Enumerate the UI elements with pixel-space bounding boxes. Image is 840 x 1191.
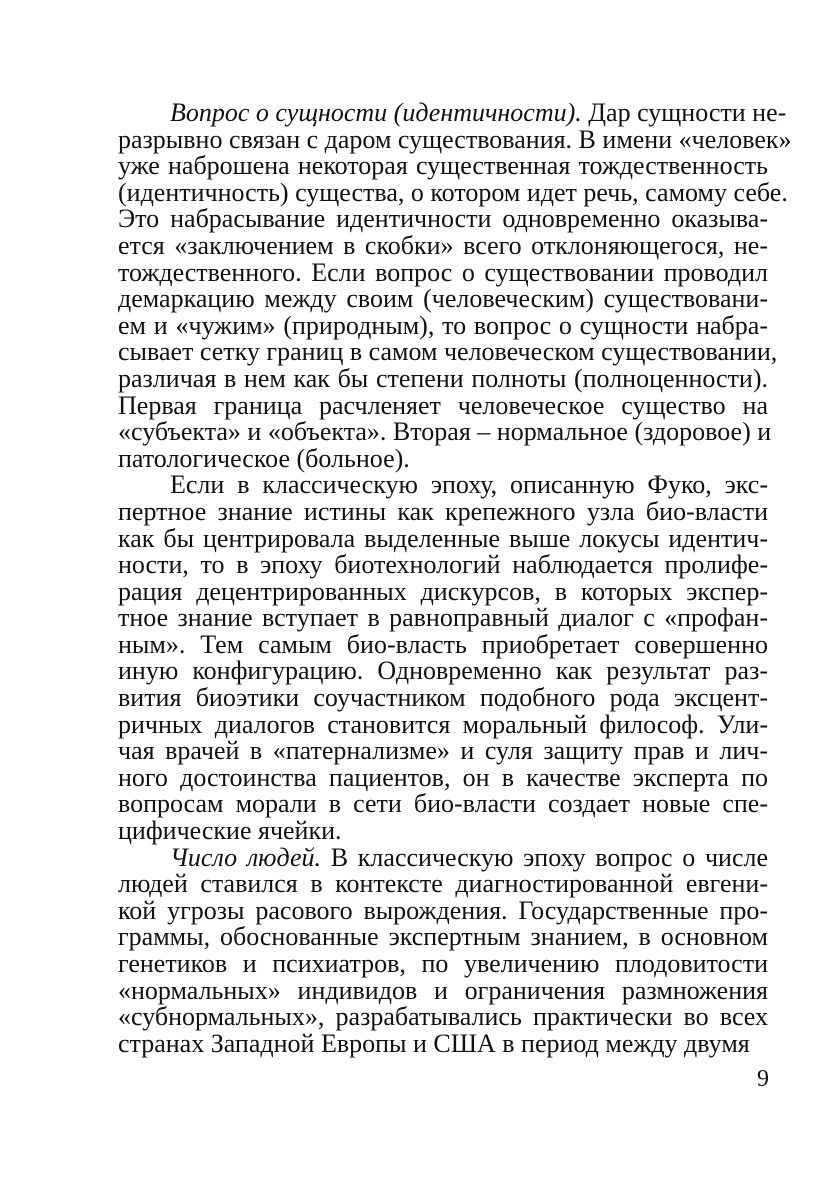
text-line [118,605,768,632]
text-segment: ного достоинства пациентов, он в качестве эксперта по [118,762,768,792]
text-line [118,871,768,898]
text-segment: тождественного. Если вопрос о существовании проводил [118,257,768,287]
text-line [118,975,768,1005]
text-segment: Дар сущности не- [581,98,787,127]
text-segment: граммы, обоснованные экспертным знанием, в основном [118,922,768,952]
text-line [118,230,768,260]
paragraph [118,98,792,473]
text-segment: вопросам морали в сети био-власти создает новые спе- [118,789,768,819]
paragraph [118,472,768,844]
text-line [118,629,768,659]
text-segment: Первая граница расчленяет человеческое существо на [118,390,768,420]
text-line [118,310,768,340]
text-segment: людей ставился в контексте диагностированной евгени- [118,869,768,899]
text-segment: разрывно связан с даром существования. В имени «человек» [118,124,792,154]
text-line [118,1028,768,1058]
text-line [118,363,768,393]
text-segment: «субнормальных», разрабатывались практически во всех [118,1002,768,1032]
text-line [118,124,792,154]
text-line [118,895,768,925]
text-segment: патологическое (больное). [118,443,410,473]
text-segment: рация децентрированных дискурсов, в которых экспер- [118,576,768,606]
text-line [118,709,768,739]
italic-heading: Число людей. [170,842,322,872]
text-line [118,153,768,180]
text-line [118,98,787,127]
text-line [118,1004,768,1031]
text-line [118,924,768,951]
text-line [118,523,768,553]
text-segment: (идентичность) существа, о котором идет речь, самому себе. [118,177,788,207]
text-segment: генетиков и психиатров, по увеличению плодовитости [118,949,768,978]
text-line [118,658,768,685]
text-line [118,177,788,207]
text-line [118,552,768,579]
text-line [118,818,768,845]
text-segment: «субъекта» и «объекта». Вторая – нормальное (здоровое) и [118,417,772,447]
body-text [118,98,792,1058]
text-segment: «нормальных» индивидов и ограничения размножения [118,975,768,1005]
text-segment: тное знание вступает в равноправный диалог с «профан- [118,603,768,633]
text-line [118,206,768,233]
text-line [118,762,768,792]
text-segment: ется «заключением в скобки» всего отклоняющегося, не- [118,230,768,260]
italic-heading: Вопрос о сущности (идентичности). [170,98,582,127]
text-segment: цифические ячейки. [118,816,342,846]
page-number: 9 [757,1066,769,1092]
text-segment: чая врачей в «патернализме» и суля защиту прав и лич- [118,736,768,766]
text-segment: сывает сетку границ в самом человеческом существовании, [118,337,778,367]
text-segment: ным». Тем самым био-власть приобретает совершенно [118,629,768,659]
text-line [118,842,768,872]
text-line [118,685,768,712]
text-segment: ности, то в эпоху биотехнологий наблюдается пролифе- [118,550,768,580]
text-segment: пертное знание истины как крепежного узла био-власти [118,496,768,526]
text-segment: вития биоэтики соучастником подобного рода эксцент- [118,683,768,713]
text-line [118,286,768,313]
text-line [118,496,768,526]
text-line [118,390,768,420]
text-line [118,417,772,447]
text-segment: уже наброшена некоторая существенная тождественность [118,151,768,181]
text-segment: как бы центрировала выделенные выше локусы идентич- [118,523,768,553]
text-segment: демаркацию между своим (человеческим) существовани- [118,284,768,314]
text-segment: ричных диалогов становится моральный философ. Ули- [118,709,768,739]
text-line [118,337,778,367]
text-line [118,738,768,765]
text-line [118,257,768,287]
text-line [118,576,768,606]
text-segment: различая в нем как бы степени полноты (полноценности). [118,363,768,393]
text-segment: кой угрозы расового вырождения. Государственные про- [118,895,768,925]
text-segment: Это набрасывание идентичности одновременно оказыва- [118,204,768,234]
paragraph [118,842,768,1058]
text-segment: В классическую эпоху вопрос о числе [321,842,768,872]
text-line [118,472,768,499]
text-line [118,951,768,978]
text-segment: Если в классическую эпоху, описанную Фуко, экс- [170,470,768,500]
text-line [118,791,768,818]
text-segment: странах Западной Европы и США в период между двумя [118,1028,750,1058]
text-segment: иную конфигурацию. Одновременно как результат раз- [118,656,768,686]
text-line [118,443,768,473]
text-segment: ем и «чужим» (природным), то вопрос о сущности набра- [118,310,768,340]
